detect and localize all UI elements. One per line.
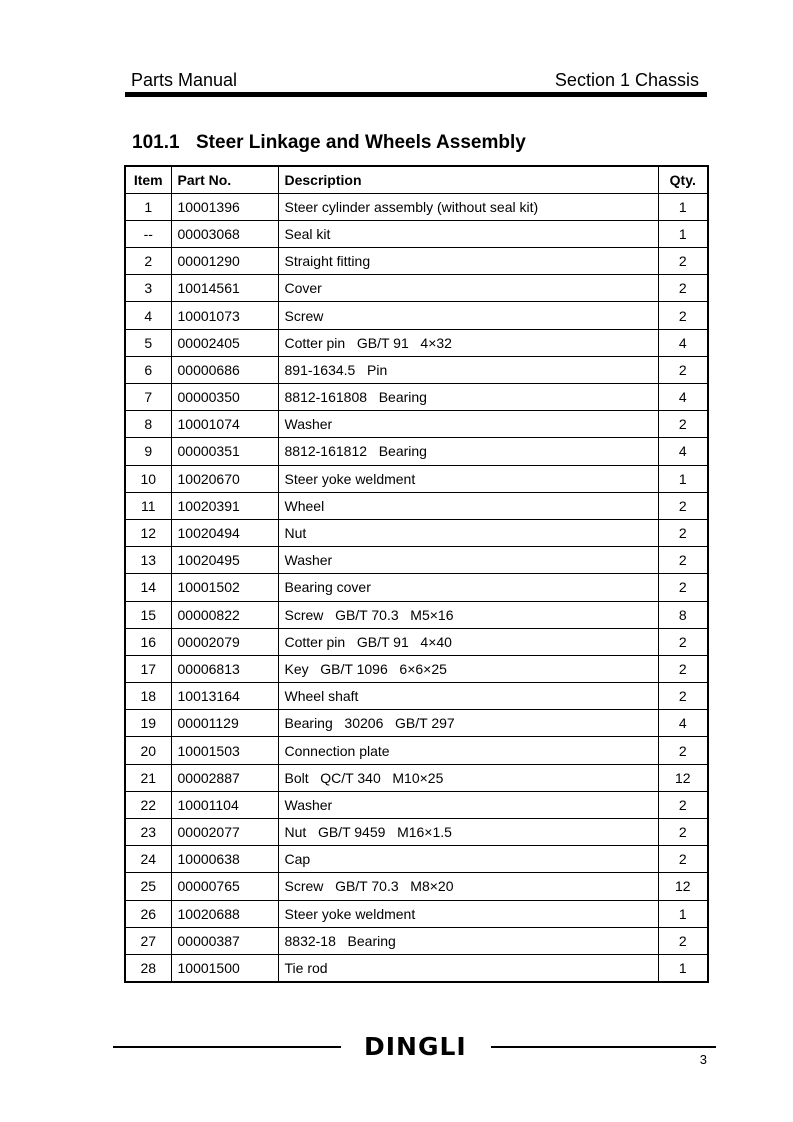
part-number-cell: 10020391 [171, 492, 278, 519]
part-number-cell: 00006813 [171, 655, 278, 682]
quantity-cell: 2 [658, 574, 708, 601]
part-number-cell: 00003068 [171, 220, 278, 247]
item-cell: 14 [125, 574, 171, 601]
dingli-logo: DINGLI [364, 1032, 467, 1061]
description-cell: Wheel [278, 492, 658, 519]
description-cell: Cap [278, 846, 658, 873]
item-cell: 17 [125, 655, 171, 682]
table-row [125, 846, 708, 873]
table-row [125, 465, 708, 492]
part-number-cell: 10001104 [171, 791, 278, 818]
parts-table [124, 165, 709, 983]
quantity-cell: 2 [658, 275, 708, 302]
description-cell: 8812-161812 Bearing [278, 438, 658, 465]
part-number-cell: 00001129 [171, 710, 278, 737]
table-row [125, 683, 708, 710]
table-row [125, 220, 708, 247]
description-cell: Straight fitting [278, 248, 658, 275]
quantity-cell: 12 [658, 873, 708, 900]
description-cell: Screw GB/T 70.3 M8×20 [278, 873, 658, 900]
table-header-row [125, 166, 708, 193]
table-row [125, 384, 708, 411]
description-cell: Bearing cover [278, 574, 658, 601]
quantity-cell: 2 [658, 302, 708, 329]
part-number-cell: 00002887 [171, 764, 278, 791]
header-doc-title: Parts Manual [131, 70, 238, 90]
description-cell: 891-1634.5 Pin [278, 356, 658, 383]
table-row [125, 574, 708, 601]
item-cell: -- [125, 220, 171, 247]
page-number: 3 [699, 1052, 707, 1067]
item-cell: 7 [125, 384, 171, 411]
item-cell: 23 [125, 819, 171, 846]
quantity-cell: 2 [658, 411, 708, 438]
part-number-cell: 10001396 [171, 193, 278, 220]
quantity-cell: 4 [658, 710, 708, 737]
table-row [125, 791, 708, 818]
description-cell: Wheel shaft [278, 683, 658, 710]
table-row [125, 954, 708, 981]
quantity-cell: 2 [658, 791, 708, 818]
item-cell: 4 [125, 302, 171, 329]
column-header-item: Item [125, 166, 171, 193]
description-cell: 8832-18 Bearing [278, 927, 658, 954]
part-number-cell: 00002077 [171, 819, 278, 846]
item-cell: 13 [125, 547, 171, 574]
table-row [125, 900, 708, 927]
table-row [125, 764, 708, 791]
table-row [125, 438, 708, 465]
item-cell: 24 [125, 846, 171, 873]
item-cell: 28 [125, 954, 171, 981]
item-cell: 10 [125, 465, 171, 492]
quantity-cell: 2 [658, 519, 708, 546]
item-cell: 5 [125, 329, 171, 356]
table-row [125, 329, 708, 356]
part-number-cell: 10000638 [171, 846, 278, 873]
table-row [125, 819, 708, 846]
quantity-cell: 2 [658, 547, 708, 574]
table-row [125, 302, 708, 329]
table-row [125, 710, 708, 737]
quantity-cell: 2 [658, 683, 708, 710]
part-number-cell: 10020688 [171, 900, 278, 927]
item-cell: 2 [125, 248, 171, 275]
quantity-cell: 2 [658, 927, 708, 954]
item-cell: 20 [125, 737, 171, 764]
part-number-cell: 10001500 [171, 954, 278, 981]
quantity-cell: 2 [658, 846, 708, 873]
description-cell: Seal kit [278, 220, 658, 247]
item-cell: 8 [125, 411, 171, 438]
table-row [125, 927, 708, 954]
section-number: 101.1 [132, 132, 180, 153]
part-number-cell: 00000822 [171, 601, 278, 628]
footer-rule-left [113, 1046, 341, 1048]
quantity-cell: 4 [658, 438, 708, 465]
part-number-cell: 00000350 [171, 384, 278, 411]
quantity-cell: 12 [658, 764, 708, 791]
item-cell: 12 [125, 519, 171, 546]
quantity-cell: 1 [658, 220, 708, 247]
table-row [125, 356, 708, 383]
table-row [125, 628, 708, 655]
item-cell: 22 [125, 791, 171, 818]
quantity-cell: 1 [658, 193, 708, 220]
table-row [125, 873, 708, 900]
description-cell: Cover [278, 275, 658, 302]
footer-rule-right [491, 1046, 716, 1048]
table-row [125, 275, 708, 302]
item-cell: 18 [125, 683, 171, 710]
table-row [125, 601, 708, 628]
item-cell: 3 [125, 275, 171, 302]
item-cell: 9 [125, 438, 171, 465]
table-row [125, 248, 708, 275]
part-number-cell: 10020495 [171, 547, 278, 574]
quantity-cell: 2 [658, 248, 708, 275]
description-cell: Steer yoke weldment [278, 465, 658, 492]
item-cell: 19 [125, 710, 171, 737]
description-cell: 8812-161808 Bearing [278, 384, 658, 411]
item-cell: 27 [125, 927, 171, 954]
description-cell: Cotter pin GB/T 91 4×32 [278, 329, 658, 356]
header-section-name: Section 1 Chassis [554, 70, 699, 90]
part-number-cell: 10014561 [171, 275, 278, 302]
item-cell: 1 [125, 193, 171, 220]
part-number-cell: 10001074 [171, 411, 278, 438]
item-cell: 16 [125, 628, 171, 655]
description-cell: Screw [278, 302, 658, 329]
column-header-qty: Qty. [658, 166, 708, 193]
parts-table-body [125, 193, 708, 981]
part-number-cell: 00000765 [171, 873, 278, 900]
description-cell: Key GB/T 1096 6×6×25 [278, 655, 658, 682]
page-header [125, 70, 707, 92]
description-cell: Washer [278, 411, 658, 438]
part-number-cell: 00001290 [171, 248, 278, 275]
part-number-cell: 10013164 [171, 683, 278, 710]
part-number-cell: 10001502 [171, 574, 278, 601]
quantity-cell: 4 [658, 384, 708, 411]
description-cell: Bearing 30206 GB/T 297 [278, 710, 658, 737]
part-number-cell: 00002405 [171, 329, 278, 356]
part-number-cell: 00000686 [171, 356, 278, 383]
description-cell: Tie rod [278, 954, 658, 981]
part-number-cell: 00000351 [171, 438, 278, 465]
quantity-cell: 2 [658, 356, 708, 383]
quantity-cell: 2 [658, 628, 708, 655]
description-cell: Nut GB/T 9459 M16×1.5 [278, 819, 658, 846]
quantity-cell: 1 [658, 954, 708, 981]
quantity-cell: 1 [658, 465, 708, 492]
table-row [125, 411, 708, 438]
item-cell: 26 [125, 900, 171, 927]
table-row [125, 655, 708, 682]
column-header-description: Description [278, 166, 658, 193]
description-cell: Washer [278, 791, 658, 818]
item-cell: 6 [125, 356, 171, 383]
part-number-cell: 00002079 [171, 628, 278, 655]
description-cell: Nut [278, 519, 658, 546]
description-cell: Screw GB/T 70.3 M5×16 [278, 601, 658, 628]
item-cell: 11 [125, 492, 171, 519]
item-cell: 21 [125, 764, 171, 791]
table-row [125, 519, 708, 546]
table-row [125, 193, 708, 220]
description-cell: Steer cylinder assembly (without seal kit) [278, 193, 658, 220]
section-title [132, 132, 526, 154]
quantity-cell: 2 [658, 737, 708, 764]
header-rule [125, 92, 707, 97]
column-header-part-no: Part No. [171, 166, 278, 193]
table-row [125, 547, 708, 574]
section-heading: Steer Linkage and Wheels Assembly [196, 132, 526, 153]
part-number-cell: 10001503 [171, 737, 278, 764]
quantity-cell: 2 [658, 655, 708, 682]
quantity-cell: 2 [658, 819, 708, 846]
item-cell: 15 [125, 601, 171, 628]
quantity-cell: 8 [658, 601, 708, 628]
description-cell: Cotter pin GB/T 91 4×40 [278, 628, 658, 655]
description-cell: Steer yoke weldment [278, 900, 658, 927]
quantity-cell: 2 [658, 492, 708, 519]
table-row [125, 492, 708, 519]
quantity-cell: 1 [658, 900, 708, 927]
item-cell: 25 [125, 873, 171, 900]
description-cell: Bolt QC/T 340 M10×25 [278, 764, 658, 791]
part-number-cell: 10020494 [171, 519, 278, 546]
description-cell: Washer [278, 547, 658, 574]
table-row [125, 737, 708, 764]
part-number-cell: 00000387 [171, 927, 278, 954]
description-cell: Connection plate [278, 737, 658, 764]
part-number-cell: 10020670 [171, 465, 278, 492]
quantity-cell: 4 [658, 329, 708, 356]
part-number-cell: 10001073 [171, 302, 278, 329]
